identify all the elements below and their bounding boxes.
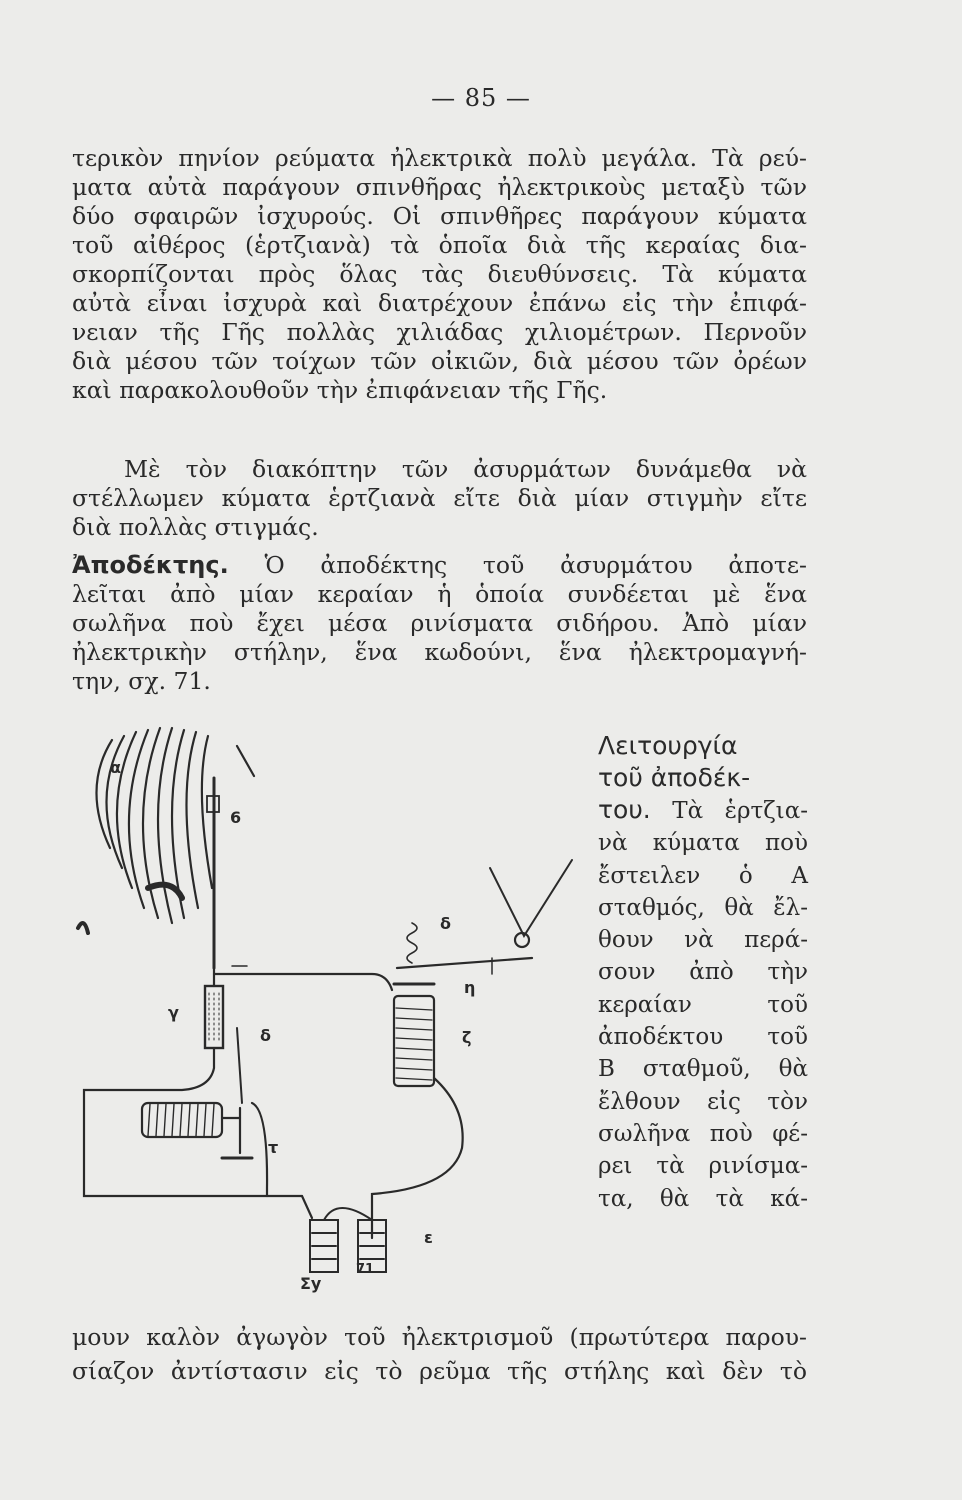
receiver-diagram-svg: [72, 718, 592, 1303]
text-line: Μὲ τὸν διακόπτην τῶν ἀσυρμάτων δυνάμεθα νὰ: [124, 455, 807, 483]
side-heading-line: τοῦ ἀποδέκ-: [598, 763, 751, 792]
text-line: διὰ πολλὰς στιγμάς.: [72, 513, 319, 541]
receiver-paragraph: [72, 551, 807, 696]
text-line: ματα αὐτὰ παράγουν σπινθῆρας ἠλεκτρικοὺς μεταξὺ τῶν: [72, 173, 807, 201]
figure-caption-number: 71: [356, 1262, 375, 1277]
figure-caption-sy: Σy: [300, 1274, 322, 1293]
label-epsilon: ε: [424, 1228, 433, 1247]
label-gamma: γ: [168, 1003, 179, 1022]
text-line: ρει τὰ ρινίσμα-: [598, 1153, 808, 1180]
text-line: αὐτὰ εἶναι ἰσχυρὰ καὶ διατρέχουν ἐπάνω εἰς τὴν ἐπιφά-: [72, 289, 807, 317]
second-paragraph: [72, 455, 807, 542]
text-line: ἔλθουν εἰς τὸν: [598, 1088, 808, 1115]
text-line: τα, θὰ τὰ κά-: [598, 1185, 808, 1212]
text-line: δύο σφαιρῶν ἰσχυρούς. Οἱ σπινθῆρες παράγουν κύματα: [72, 202, 807, 230]
text-line: σκορπίζονται πρὸς ὅλας τὰς διευθύνσεις. Τὰ κύματα: [72, 260, 807, 288]
text-line: κεραίαν τοῦ: [598, 991, 808, 1018]
text-line: θουν νὰ περά-: [598, 927, 808, 954]
label-alpha: α: [110, 758, 121, 777]
text-line: ἔστειλεν ὁ Α: [598, 862, 808, 889]
label-b: 6: [230, 808, 242, 827]
text-line: τερικὸν πηνίον ρεύματα ἠλεκτρικὰ πολὺ μεγάλα. Τὰ ρεύ-: [72, 144, 807, 172]
text-line: σίαζον ἀντίστασιν εἰς τὸ ρεῦμα τῆς στήλης καὶ δὲν τὸ: [72, 1357, 807, 1385]
text-line: την, σχ. 71.: [72, 667, 211, 695]
text-line: σταθμός, θὰ ἔλ-: [598, 894, 808, 921]
section-heading: Ἀποδέκτης.: [72, 551, 229, 579]
text-line: νειαν τῆς Γῆς πολλὰς χιλιάδας χιλιομέτρων. Περνοῦν: [72, 318, 807, 346]
text-line: [72, 551, 807, 580]
text-fragment: Ὁ ἀποδέκτης τοῦ ἀσυρμάτου ἀποτε-: [264, 551, 807, 579]
text-line: Β σταθμοῦ, θὰ: [598, 1056, 808, 1083]
text-line: ἀποδέκτου τοῦ: [598, 1024, 808, 1051]
text-line: καὶ παρακολουθοῦν τὴν ἐπιφάνειαν τῆς Γῆς.: [72, 376, 608, 404]
text-line: μουν καλὸν ἀγωγὸν τοῦ ἠλεκτρισμοῦ (πρωτύτερα παρου-: [72, 1323, 807, 1351]
text-line: τοῦ αἰθέρος (ἑρτζιανὰ) τὰ ὁποῖα διὰ τῆς κεραίας δια-: [72, 231, 807, 259]
text-line: σουν ἀπὸ τὴν: [598, 959, 808, 986]
side-heading-line: Λειτουργία: [598, 731, 738, 760]
bottom-paragraph: [72, 1320, 807, 1388]
text-line: ἠλεκτρικὴν στήλην, ἕνα κωδούνι, ἕνα ἠλεκτρομαγνή-: [72, 638, 807, 666]
page-number: — 85 —: [431, 84, 531, 112]
text-fragment: Τὰ ἑρτζια-: [672, 798, 809, 824]
text-line: διὰ μέσου τῶν τοίχων τῶν οἰκιῶν, διὰ μέσου τῶν ὀρέων: [72, 347, 807, 375]
side-column: [598, 730, 808, 1215]
text-line: νὰ κύματα ποὺ: [598, 830, 808, 857]
side-heading-line: του.: [598, 795, 651, 824]
text-line: λεῖται ἀπὸ μίαν κεραίαν ἡ ὁποία συνδέεται μὲ ἕνα: [72, 580, 807, 608]
label-eta: η: [464, 978, 476, 997]
top-paragraph: [72, 144, 807, 405]
text-line: στέλλωμεν κύματα ἑρτζιανὰ εἴτε διὰ μίαν στιγμὴν εἴτε: [72, 484, 807, 512]
label-delta-top: δ: [440, 914, 451, 933]
label-delta: δ: [260, 1026, 271, 1045]
label-zeta: ζ: [462, 1028, 472, 1047]
receiver-diagram: [72, 718, 592, 1303]
text-line: [598, 794, 808, 827]
text-line: σωλῆνα ποὺ ἔχει μέσα ρινίσματα σιδήρου. Ἀπὸ μίαν: [72, 609, 807, 637]
text-line: σωλῆνα ποὺ φέ-: [598, 1120, 808, 1147]
label-tau: τ: [268, 1138, 279, 1157]
